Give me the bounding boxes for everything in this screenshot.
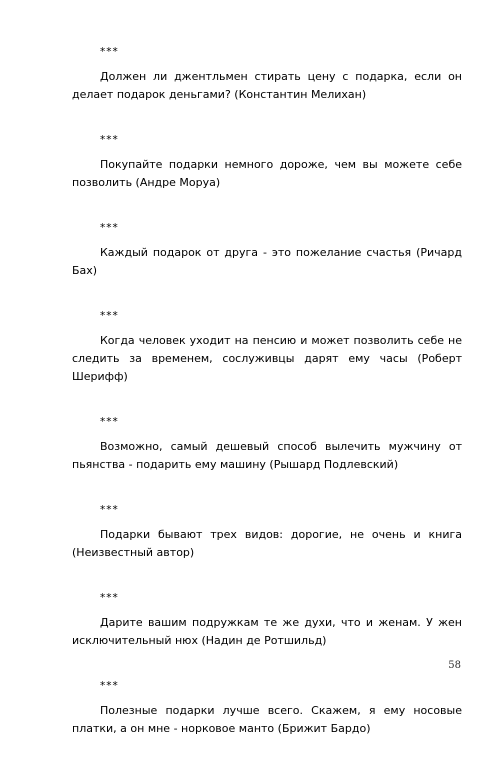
quote-text: Покупайте подарки немного дороже, чем вы можете себе позволить (Андре Моруа)	[72, 158, 462, 189]
quote-text: Должен ли джентльмен стирать цену с подарка, если он делает подарок деньгами? (Константин Мелихан)	[72, 70, 462, 101]
page-number: 58	[448, 660, 461, 671]
quote-block	[72, 504, 462, 562]
separator: ***	[100, 680, 119, 692]
quote-text: Полезные подарки лучше всего. Скажем, я ему носовые платки, а он мне - норковое манто (Брижит Бардо)	[72, 704, 462, 735]
separator: ***	[100, 134, 119, 146]
quote-text: Дарите вашим подружкам те же духи, что и женам. У жен исключительный нюх (Надин де Ротшильд)	[72, 616, 462, 647]
separator: ***	[100, 504, 119, 516]
quote-block	[72, 310, 462, 386]
separator: ***	[100, 592, 119, 604]
quote-block	[72, 46, 462, 104]
quote-text: Подарки бывают трех видов: дорогие, не очень и книга (Неизвестный автор)	[72, 528, 462, 559]
page-content	[72, 46, 462, 768]
quote-block	[72, 134, 462, 192]
quote-text: Когда человек уходит на пенсию и может позволить себе не следить за временем, сослуживцы дарят ему часы (Роберт Шерифф)	[72, 334, 462, 383]
quote-block	[72, 592, 462, 650]
separator: ***	[100, 46, 119, 58]
quote-block	[72, 222, 462, 280]
quote-text: Возможно, самый дешевый способ вылечить мужчину от пьянства - подарить ему машину (Рышард Подлевский)	[72, 440, 462, 471]
separator: ***	[100, 416, 119, 428]
quote-text: Каждый подарок от друга - это пожелание счастья (Ричард Бах)	[72, 246, 462, 277]
separator: ***	[100, 310, 119, 322]
quote-block	[72, 416, 462, 474]
separator: ***	[100, 222, 119, 234]
quote-block	[72, 680, 462, 738]
